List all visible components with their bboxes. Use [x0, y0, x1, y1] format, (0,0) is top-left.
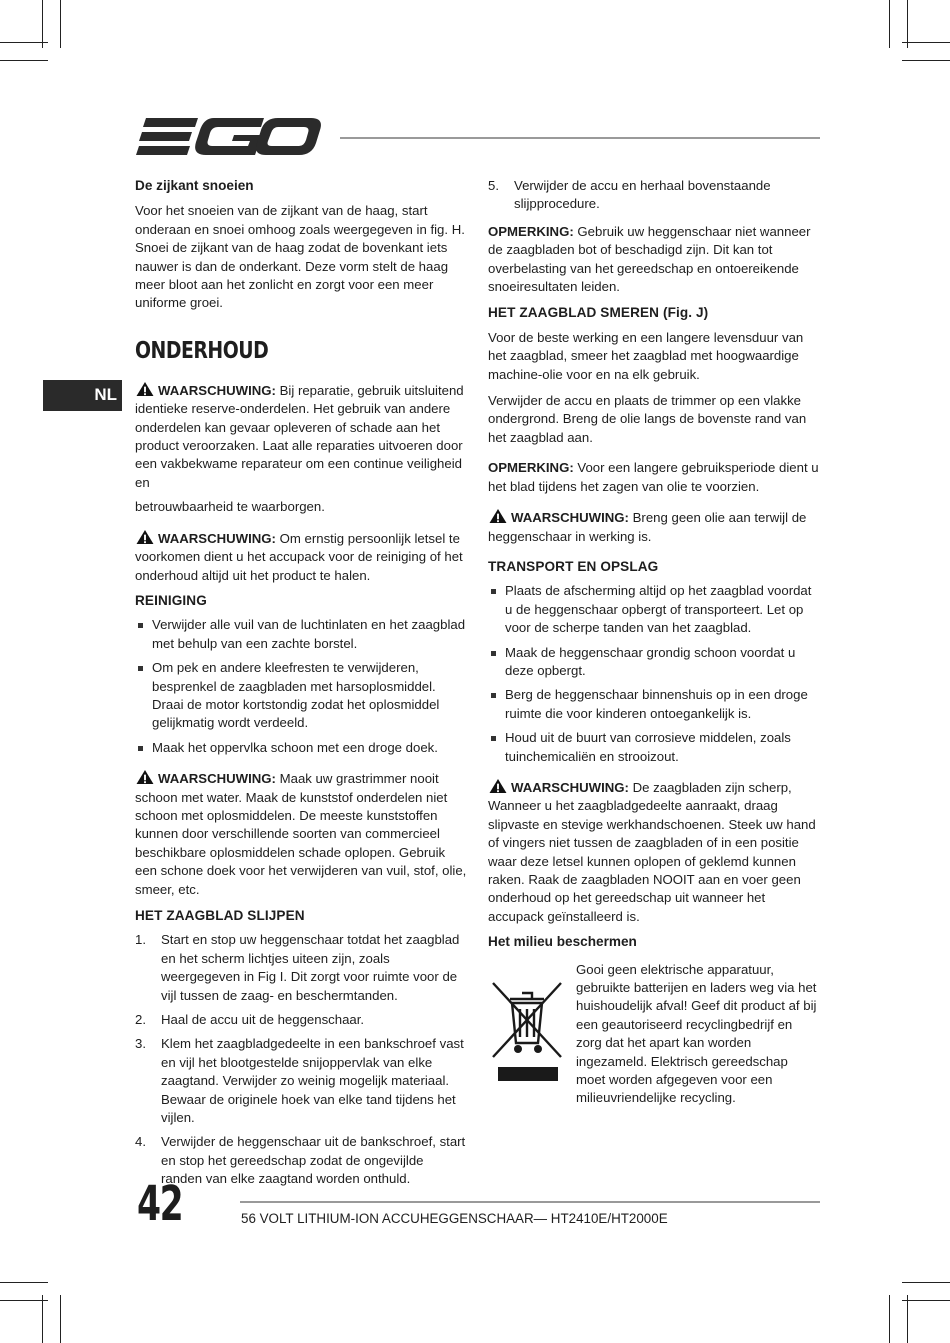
list-item: 4. Verwijder de heggenschaar uit de bankschroef, start en stop het gereedschap zodat de ongevijlde randen van elke zaagtand worden onthuld. — [135, 1134, 466, 1187]
side-trim-heading: De zijkant snoeien — [135, 178, 254, 193]
warning-text: Bij reparatie, gebruik uitsluitend identieke reserve-onderdelen. Het gebruik van andere onderdelen kan gevaar opleveren of schade aan het product veroorzaken. Laat alle reparaties uitvoeren door een vakbekwame reparateur om een continue veiligheid en — [135, 382, 464, 490]
lubricate-text-2: Verwijder de accu en plaats de trimmer op een vlakke ondergrond. Breng de olie langs de bovenste rand van het zaagblad aan. — [488, 393, 807, 445]
list-item: Maak het oppervlka schoon met een droge doek. — [135, 739, 467, 757]
warning-icon — [135, 529, 155, 545]
list-item: 1. Start en stop uw heggenschaar totdat het zaagblad en het scherm lichtjes uiteen zijn, zoals weergegeven in Fig I. Dit zorgt voor ruimte voor de vijl tussen de zaag- en beschermtanden. — [135, 932, 460, 1003]
maintenance-warning-1 — [135, 381, 467, 492]
sharpen-steps-cont — [488, 177, 820, 214]
lubricate-heading: HET ZAAGBLAD SMEREN (Fig. J) — [488, 305, 709, 321]
cleaning-warning — [135, 769, 467, 899]
warning-label: WAARSCHUWING: — [158, 771, 276, 787]
right-column — [488, 177, 820, 1108]
maintenance-title: ONDERHOUD — [135, 337, 269, 364]
list-item: Berg de heggenschaar binnenshuis op in een droge ruimte die voor kinderen ontoegankelijk is. — [488, 686, 820, 723]
header-rule — [340, 137, 820, 139]
warning-text: Maak uw grastrimmer nooit schoon met water. Maak de kunststof onderdelen niet schoon met oplosmiddelen. De meeste kunststoffen kunnen door verschillende soorten van commercieel beschikbare oplosmiddelen schade oplopen. Gebruik een schone doek voor het verwijderen van vuil, stof, olie, smeer, etc. — [135, 771, 467, 897]
list-item: 3. Klem het zaagbladgedeelte in een bankschroef vast en vijl het blootgestelde snijoppervlak van elke zaagtand. Verwijder zo weinig mogelijk materiaal. Bewaar de originele hoek van elke tand tijdens het vijlen. — [135, 1036, 464, 1126]
environment-heading: Het milieu beschermen — [488, 934, 637, 950]
list-item: Houd uit de buurt van corrosieve middelen, zoals tuinchemicaliën en strooizout. — [488, 729, 820, 766]
warning-label: WAARSCHUWING: — [158, 530, 276, 546]
language-tab: NL — [43, 380, 122, 411]
ego-logo — [136, 116, 322, 158]
warning-text: De zaagbladen zijn scherp, Wanneer u het zaagbladgedeelte aanraakt, draag slipvaste en stevige werkhandschoenen. Steek uw hand of vingers niet tussen de zaagbladen of in een positie waar deze letsel kunnen oplopen of geklemd kunnen raken. Raak de zaagbladen NOOIT aan en voer geen onderhoud op het gereedschap uit wanneer het accupack geïnstalleerd is. — [488, 779, 816, 924]
list-item: 5. Verwijder de accu en herhaal bovenstaande slijpprocedure. — [488, 178, 771, 212]
warning-icon — [488, 508, 508, 524]
note-text: Voor een langere gebruiksperiode dient u het blad tijdens het zagen van olie te voorzien. — [488, 460, 819, 494]
list-item: 2. Haal de accu uit de heggenschaar. — [135, 1012, 365, 1028]
warning-icon — [488, 778, 508, 794]
note-label: OPMERKING: — [488, 460, 574, 476]
side-trim-text: Voor het snoeien van de zijkant van de haag, start onderaan en snoei omhoog zoals weergegeven in fig. H. Snoei de zijkant van de haag zodat de bovenkant iets nauwer is dan de onderkant. Deze vorm stelt de haag meer bloot aan het zonlicht en zorgt voor een meer uniforme groei. — [135, 203, 465, 311]
storage-list — [488, 582, 820, 766]
note-blunt-blades — [488, 223, 820, 297]
warning-label: WAARSCHUWING: — [511, 510, 629, 526]
weee-crossed-bin-icon — [488, 965, 566, 1083]
footer-title: 56 VOLT LITHIUM-ION ACCUHEGGENSCHAAR— HT2410E/HT2000E — [241, 1211, 668, 1226]
sharpen-heading: HET ZAAGBLAD SLIJPEN — [135, 908, 305, 923]
warning-label: WAARSCHUWING: — [511, 779, 629, 795]
warning-text: Breng geen olie aan terwijl de heggenschaar in werking is. — [488, 510, 807, 544]
lubricate-text-1: Voor de beste werking en een langere levensduur van het zaagblad, smeer het zaagblad met hoogwaardige machine-olie voor en na elk gebruik. — [488, 329, 804, 382]
environment-block — [488, 961, 820, 1108]
left-column — [135, 177, 467, 1197]
maintenance-warning-1-cont: betrouwbaarheid te waarborgen. — [135, 499, 325, 515]
list-item: Om pek en andere kleefresten te verwijderen, besprenkel de zaagbladen met harsoplosmiddel. Draai de motor kortstondig zodat het oplosmiddel gelijkmatig wordt verdeeld. — [135, 659, 467, 733]
warning-icon — [135, 381, 155, 397]
storage-warning — [488, 778, 820, 926]
warning-icon — [135, 769, 155, 785]
cleaning-list — [135, 616, 467, 757]
warning-label: WAARSCHUWING: — [158, 382, 276, 398]
list-item: Plaats de afscherming altijd op het zaagblad voordat u de heggenschaar opbergt of transporteert. Let op voor de scherpe tanden van het zaagblad. — [488, 582, 820, 637]
note-text: Gebruik uw heggenschaar niet wanneer de zaagbladen bot of beschadigd zijn. Dit kan tot overbelasting van het gereedschap en ontoereikende snoeiresultaten leiden. — [488, 223, 811, 295]
warning-text: Om ernstig persoonlijk letsel te voorkomen dient u het accupack voor de reiniging of het onderhoud altijd uit het product te halen. — [135, 530, 463, 583]
note-label: OPMERKING: — [488, 223, 574, 239]
storage-heading: TRANSPORT EN OPSLAG — [488, 558, 659, 574]
lubricate-warning — [488, 508, 820, 546]
cleaning-heading: REINIGING — [135, 592, 207, 608]
list-item: Maak de heggenschaar grondig schoon voordat u deze opbergt. — [488, 644, 820, 681]
maintenance-warning-2 — [135, 529, 467, 585]
sharpen-steps — [135, 931, 467, 1188]
list-item: Verwijder alle vuil van de luchtinlaten en het zaagblad met behulp van een zachte borstel. — [135, 616, 467, 653]
page-number: 42 — [137, 1176, 183, 1232]
environment-text: Gooi geen elektrische apparatuur, gebruikte batterijen en laders weg via het huishoudelijk afval! Geef dit product af bij een geautoriseerd recyclingbedrijf en zorg dat het apart kan worden ingezameld. Elektrisch gereedschap moet worden afgegeven voor een milieuvriendelijke recycling. — [576, 961, 817, 1106]
footer-rule — [240, 1201, 820, 1203]
lubricate-note — [488, 459, 820, 496]
